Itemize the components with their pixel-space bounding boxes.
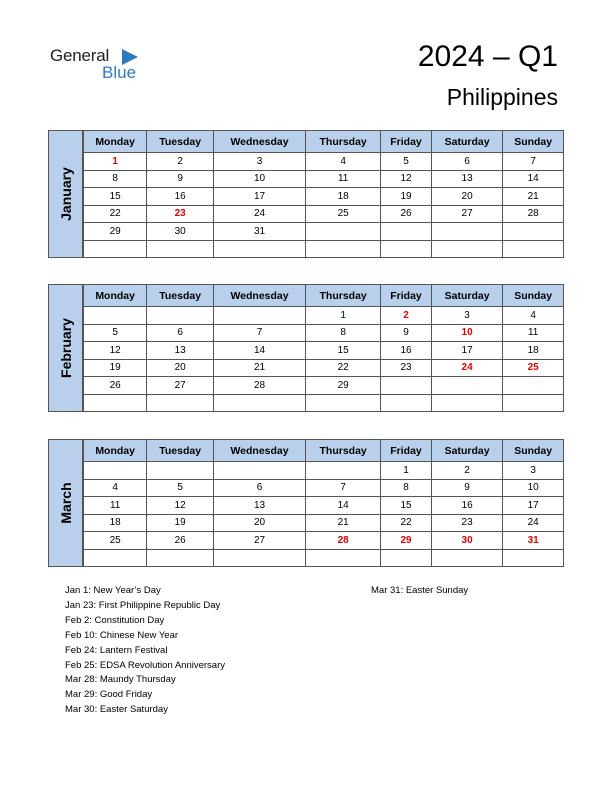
day-cell: 14 (503, 170, 564, 188)
weekday-header: Friday (381, 285, 432, 307)
logo (50, 46, 160, 86)
month-name: February (57, 318, 74, 378)
day-cell (84, 307, 147, 325)
day-cell: 17 (503, 497, 564, 515)
day-cell (503, 377, 564, 395)
week-row (84, 240, 564, 258)
day-cell (381, 377, 432, 395)
day-cell: 16 (431, 497, 503, 515)
day-cell: 29 (84, 223, 147, 241)
weekday-header: Tuesday (147, 285, 214, 307)
day-cell: 30 (147, 223, 214, 241)
month-table (83, 439, 564, 567)
week-row (84, 532, 564, 550)
day-cell (431, 223, 503, 241)
day-cell (84, 549, 147, 567)
day-cell: 20 (431, 188, 503, 206)
weekday-header: Sunday (503, 440, 564, 462)
weekday-header: Monday (84, 131, 147, 153)
weekday-header: Monday (84, 285, 147, 307)
day-cell: 1 (306, 307, 381, 325)
day-cell (213, 240, 305, 258)
day-cell: 7 (213, 324, 305, 342)
day-cell: 27 (431, 205, 503, 223)
week-row (84, 497, 564, 515)
day-cell (84, 462, 147, 480)
logo-general-text: General (50, 46, 110, 65)
day-cell (213, 549, 305, 567)
day-cell (503, 549, 564, 567)
day-cell (147, 549, 214, 567)
day-cell: 16 (147, 188, 214, 206)
day-cell: 4 (84, 479, 147, 497)
day-cell: 19 (147, 514, 214, 532)
month-label (48, 284, 83, 412)
day-cell: 26 (147, 532, 214, 550)
week-row (84, 205, 564, 223)
day-cell (381, 240, 432, 258)
week-row (84, 324, 564, 342)
day-cell: 2 (431, 462, 503, 480)
day-cell: 31 (213, 223, 305, 241)
holiday-note: Feb 2: Constitution Day (65, 614, 165, 626)
day-cell (381, 549, 432, 567)
day-cell: 25 (84, 532, 147, 550)
day-cell (213, 462, 305, 480)
day-cell: 20 (213, 514, 305, 532)
weekday-header: Thursday (306, 131, 381, 153)
holiday-note: Feb 25: EDSA Revolution Anniversary (65, 659, 226, 671)
day-cell (431, 394, 503, 412)
day-cell (431, 549, 503, 567)
day-cell: 17 (431, 342, 503, 360)
day-cell: 13 (213, 497, 305, 515)
day-cell: 16 (381, 342, 432, 360)
weekday-header: Wednesday (213, 440, 305, 462)
day-cell: 25 (306, 205, 381, 223)
holiday-note: Feb 10: Chinese New Year (65, 629, 179, 641)
day-cell: 5 (147, 479, 214, 497)
week-row (84, 223, 564, 241)
week-row (84, 153, 564, 171)
day-cell: 5 (84, 324, 147, 342)
day-cell: 3 (213, 153, 305, 171)
day-cell: 26 (381, 205, 432, 223)
logo-blue-text: Blue (102, 63, 137, 82)
day-cell: 10 (213, 170, 305, 188)
day-cell: 28 (503, 205, 564, 223)
day-cell (503, 394, 564, 412)
day-cell: 5 (381, 153, 432, 171)
day-cell: 19 (381, 188, 432, 206)
day-cell (431, 377, 503, 395)
day-cell: 18 (306, 188, 381, 206)
day-cell: 11 (84, 497, 147, 515)
day-cell: 13 (431, 170, 503, 188)
day-cell: 9 (431, 479, 503, 497)
month-label (48, 439, 83, 567)
day-cell (306, 240, 381, 258)
month-label (48, 130, 83, 258)
day-cell: 24 (503, 514, 564, 532)
day-cell: 20 (147, 359, 214, 377)
weekday-header: Tuesday (147, 440, 214, 462)
day-cell: 18 (84, 514, 147, 532)
day-cell: 23 (147, 205, 214, 223)
day-cell: 12 (147, 497, 214, 515)
holiday-note: Feb 24: Lantern Festival (65, 644, 168, 656)
day-cell: 15 (381, 497, 432, 515)
holiday-notes-right (371, 584, 468, 599)
day-cell: 31 (503, 532, 564, 550)
day-cell: 6 (147, 324, 214, 342)
weekday-header: Saturday (431, 285, 503, 307)
day-cell: 30 (431, 532, 503, 550)
day-cell: 11 (503, 324, 564, 342)
holiday-note: Mar 31: Easter Sunday (371, 585, 469, 596)
day-cell: 12 (381, 170, 432, 188)
day-cell: 15 (84, 188, 147, 206)
day-cell: 15 (306, 342, 381, 360)
day-cell: 24 (431, 359, 503, 377)
week-row (84, 462, 564, 480)
holiday-notes-left (65, 584, 225, 718)
day-cell (147, 307, 214, 325)
week-row (84, 307, 564, 325)
day-cell: 7 (503, 153, 564, 171)
week-row (84, 377, 564, 395)
day-cell (381, 223, 432, 241)
week-row (84, 514, 564, 532)
day-cell: 4 (306, 153, 381, 171)
weekday-header: Sunday (503, 285, 564, 307)
week-row (84, 342, 564, 360)
day-cell: 21 (306, 514, 381, 532)
day-cell (431, 240, 503, 258)
weekday-header-row (84, 285, 564, 307)
day-cell: 3 (431, 307, 503, 325)
day-cell: 6 (213, 479, 305, 497)
holiday-note: Mar 28: Maundy Thursday (65, 674, 176, 686)
day-cell: 10 (431, 324, 503, 342)
day-cell: 21 (503, 188, 564, 206)
holiday-note: Jan 23: First Philippine Republic Day (65, 599, 221, 611)
weekday-header: Friday (381, 440, 432, 462)
weekday-header: Thursday (306, 285, 381, 307)
week-row (84, 394, 564, 412)
day-cell (147, 462, 214, 480)
day-cell: 27 (147, 377, 214, 395)
day-cell: 9 (147, 170, 214, 188)
month-table (83, 284, 564, 412)
weekday-header-row (84, 440, 564, 462)
weekday-header: Saturday (431, 440, 503, 462)
day-cell: 27 (213, 532, 305, 550)
day-cell: 19 (84, 359, 147, 377)
day-cell (381, 394, 432, 412)
day-cell: 14 (213, 342, 305, 360)
day-cell: 2 (381, 307, 432, 325)
weekday-header: Sunday (503, 131, 564, 153)
day-cell: 6 (431, 153, 503, 171)
weekday-header: Tuesday (147, 131, 214, 153)
day-cell: 4 (503, 307, 564, 325)
day-cell: 29 (381, 532, 432, 550)
day-cell: 1 (84, 153, 147, 171)
day-cell: 9 (381, 324, 432, 342)
week-row (84, 170, 564, 188)
day-cell: 23 (431, 514, 503, 532)
day-cell: 8 (381, 479, 432, 497)
day-cell (213, 394, 305, 412)
day-cell: 14 (306, 497, 381, 515)
month-table (83, 130, 564, 258)
weekday-header: Thursday (306, 440, 381, 462)
day-cell: 12 (84, 342, 147, 360)
holiday-note: Mar 29: Good Friday (65, 689, 153, 701)
day-cell: 11 (306, 170, 381, 188)
page-title: 2024 – Q1 (417, 40, 558, 73)
weekday-header: Wednesday (213, 285, 305, 307)
day-cell: 22 (306, 359, 381, 377)
month-name: March (57, 482, 74, 524)
day-cell: 22 (381, 514, 432, 532)
day-cell: 18 (503, 342, 564, 360)
day-cell: 21 (213, 359, 305, 377)
weekday-header-row (84, 131, 564, 153)
day-cell (147, 394, 214, 412)
holiday-note: Mar 30: Easter Saturday (65, 704, 168, 716)
day-cell: 8 (84, 170, 147, 188)
weekday-header: Friday (381, 131, 432, 153)
day-cell: 23 (381, 359, 432, 377)
week-row (84, 188, 564, 206)
country-subtitle: Philippines (446, 84, 558, 110)
day-cell: 7 (306, 479, 381, 497)
day-cell (503, 240, 564, 258)
holiday-note: Jan 1: New Year’s Day (65, 585, 161, 596)
week-row (84, 359, 564, 377)
day-cell (306, 462, 381, 480)
day-cell: 17 (213, 188, 305, 206)
day-cell: 3 (503, 462, 564, 480)
month-name: January (57, 167, 74, 221)
day-cell: 22 (84, 205, 147, 223)
weekday-header: Monday (84, 440, 147, 462)
day-cell: 8 (306, 324, 381, 342)
day-cell (503, 223, 564, 241)
week-row (84, 549, 564, 567)
day-cell: 25 (503, 359, 564, 377)
day-cell (84, 240, 147, 258)
day-cell: 10 (503, 479, 564, 497)
day-cell: 1 (381, 462, 432, 480)
day-cell: 24 (213, 205, 305, 223)
day-cell: 28 (306, 532, 381, 550)
day-cell (84, 394, 147, 412)
day-cell: 13 (147, 342, 214, 360)
day-cell: 29 (306, 377, 381, 395)
day-cell: 2 (147, 153, 214, 171)
day-cell: 26 (84, 377, 147, 395)
week-row (84, 479, 564, 497)
weekday-header: Saturday (431, 131, 503, 153)
day-cell: 28 (213, 377, 305, 395)
weekday-header: Wednesday (213, 131, 305, 153)
day-cell (147, 240, 214, 258)
day-cell (306, 394, 381, 412)
day-cell (306, 549, 381, 567)
day-cell (306, 223, 381, 241)
day-cell (213, 307, 305, 325)
